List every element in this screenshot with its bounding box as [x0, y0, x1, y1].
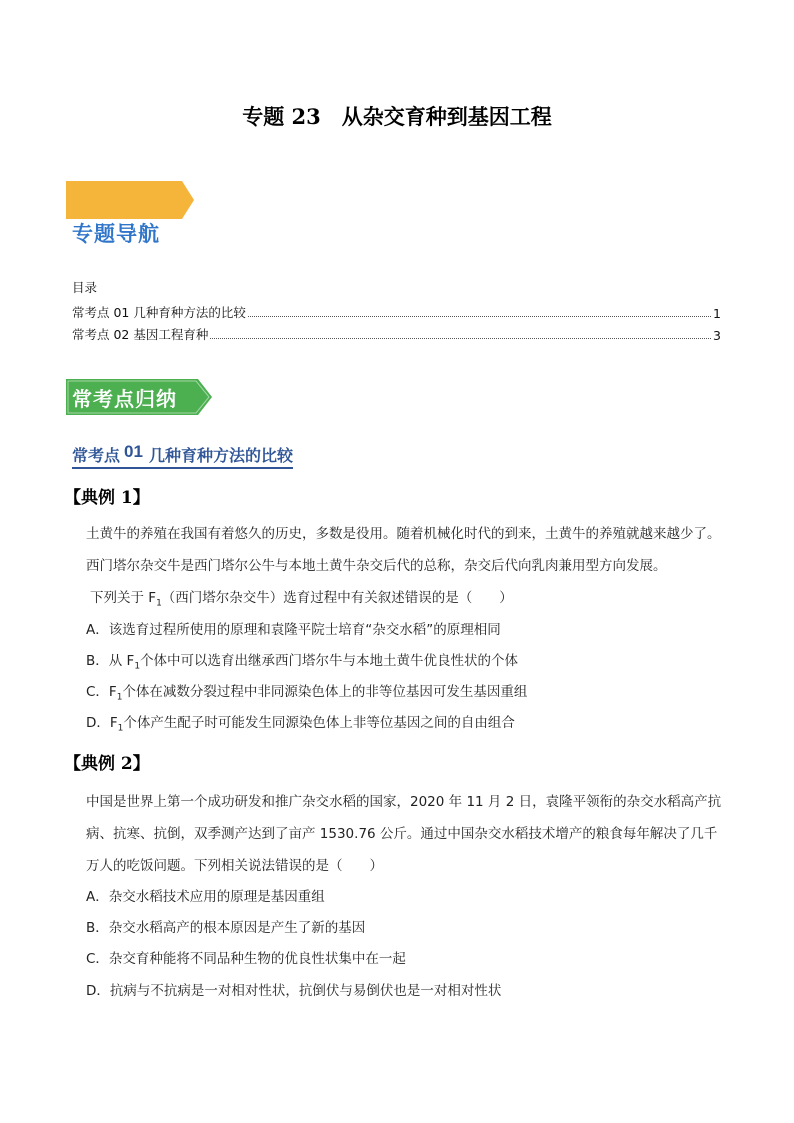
toc-entry-page: 3: [713, 328, 721, 343]
page-title: 专题 23 从杂交育种到基因工程: [242, 104, 552, 129]
nav-banner-shape: [66, 181, 194, 219]
toc-entry[interactable]: [72, 303, 721, 321]
option-subscript: 1: [134, 661, 141, 672]
toc-entry-page: 1: [713, 306, 721, 321]
toc-leader-dots: [210, 337, 711, 339]
example-1-option-a[interactable]: A．该选育过程所使用的原理和袁隆平院士培育“杂交水稻”的原理相同: [86, 622, 501, 638]
topic-number: 01: [124, 442, 143, 461]
question-subscript: 1: [156, 598, 162, 609]
example-2-option-b[interactable]: B．杂交水稻高产的根本原因是产生了新的基因: [86, 920, 366, 936]
option-subscript: 1: [117, 723, 124, 734]
topic-prefix: 常考点: [72, 446, 121, 465]
toc-entry-text: 常考点 02 基因工程育种: [72, 327, 209, 342]
example-1-title: 【典例 1】: [64, 488, 150, 508]
question-text-pre: 下列关于 F: [90, 590, 157, 606]
example-1-option-d[interactable]: [86, 711, 515, 734]
example-2-option-d[interactable]: D．抗病与不抗病是一对相对性状，抗倒伏与易倒伏也是一对相对性状: [86, 983, 502, 999]
topic-title: 几种育种方法的比较: [148, 446, 293, 465]
question-text-post: （西门塔尔杂交牛）选育过程中有关叙述错误的是（ ）: [161, 590, 513, 606]
option-text-pre: C．F: [86, 684, 117, 700]
toc-entry-text: 常考点 01 几种育种方法的比较: [72, 305, 246, 320]
toc-label: 目录: [72, 280, 98, 295]
example-1-question: [90, 586, 513, 609]
example-1-stem: 土黄牛的养殖在我国有着悠久的历史，多数是役用。随着机械化时代的到来，土黄牛的养殖就越来越少了。西门塔尔杂交牛是西门塔尔公牛与本地土黄牛杂交后代的总称，杂交后代向乳肉兼用型方向发展。: [86, 526, 721, 574]
option-subscript: 1: [116, 692, 123, 703]
toc-leader-dots: [248, 315, 711, 317]
option-text-post: 个体中可以选育出继承西门塔尔牛与本地土黄牛优良性状的个体: [140, 653, 519, 669]
example-2-title: 【典例 2】: [64, 754, 150, 774]
example-2-stem: 中国是世界上第一个成功研发和推广杂交水稻的国家，2020 年 11 月 2 日，袁隆平领衔的杂交水稻高产抗病、抗寒、抗倒，双季测产达到了亩产 1530.76 公斤。通过中国杂交水稻技术增产的粮食每年解决了几千万人的吃饭问题。下列相关说法错误的是（ ）: [86, 794, 722, 874]
nav-heading: 专题导航: [72, 222, 160, 246]
section-banner-label: 常考点归纳: [72, 387, 177, 411]
example-1-option-c[interactable]: [86, 680, 527, 703]
toc-entry[interactable]: [72, 325, 721, 343]
option-text-pre: B．从 F: [86, 653, 135, 669]
example-2-option-a[interactable]: A．杂交水稻技术应用的原理是基因重组: [86, 889, 325, 905]
example-1-option-b[interactable]: [86, 649, 518, 672]
topic-heading: [72, 443, 293, 469]
option-text-post: 个体产生配子时可能发生同源染色体上非等位基因之间的自由组合: [123, 715, 515, 731]
example-2-option-c[interactable]: C．杂交育种能将不同品种生物的优良性状集中在一起: [86, 951, 406, 967]
option-text-pre: D．F: [86, 715, 118, 731]
option-text-post: 个体在减数分裂过程中非同源染色体上的非等位基因可发生基因重组: [122, 684, 528, 700]
